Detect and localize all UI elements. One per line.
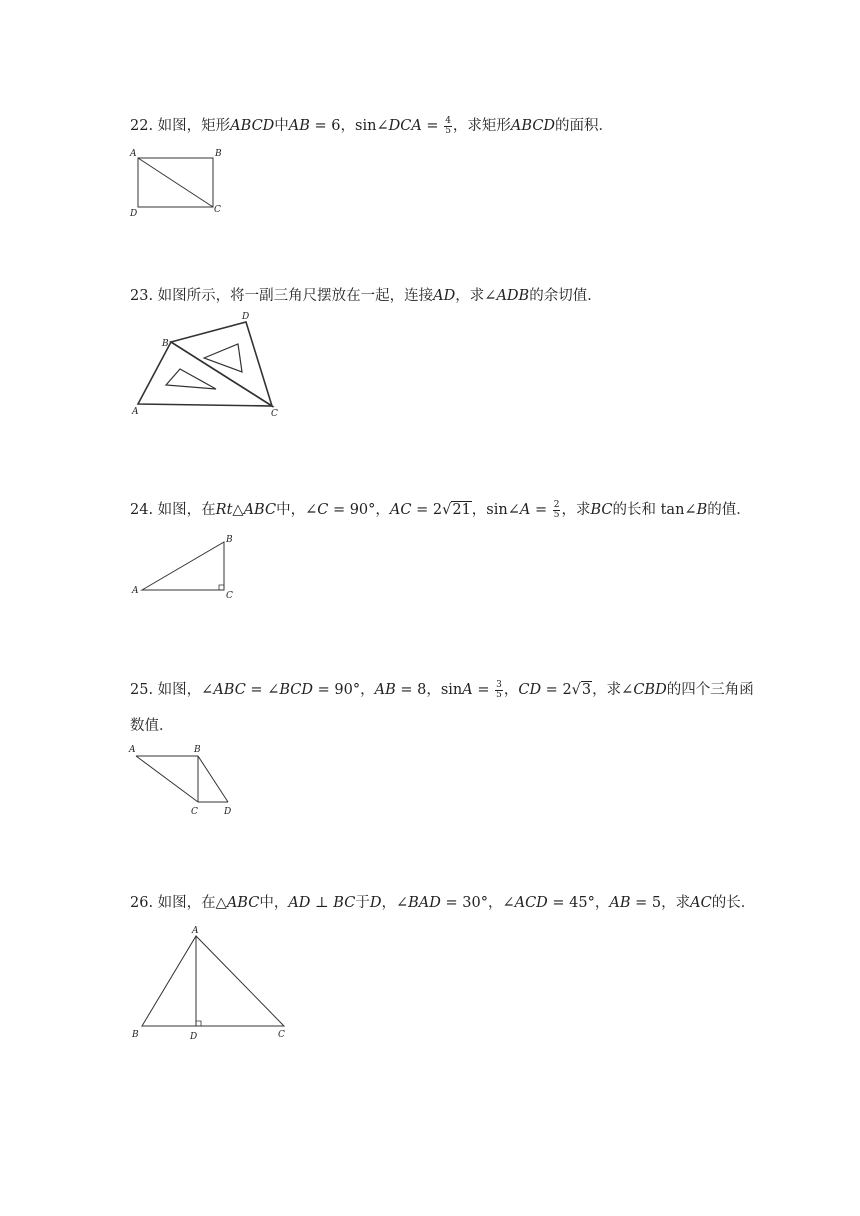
label-b: B [215,149,222,159]
label-b: B [132,1030,139,1040]
right-triangle-figure [128,530,248,604]
label-c: C [226,591,233,601]
label-a: A [192,926,199,936]
problem-number: 22. [130,118,154,134]
problem-number: 26. [130,895,154,911]
label-d: D [224,807,232,817]
fraction: $\frac{2}{5}$ [553,499,560,520]
label-d: D [242,312,250,322]
label-b: B [194,745,201,755]
label-c: C [271,409,278,419]
triangle-altitude-figure [128,924,298,1046]
problem-25-text: 25. 如图，∠ABC = ∠BCD = 90°，AB = 8，sinA = $\frac{3}{5}$ ，CD = 2√3，求∠CBD的四个三角函 [130,679,754,700]
rectangle-figure [128,148,228,220]
fraction: $\frac{3}{5}$ [496,679,502,700]
label-a: A [132,407,139,417]
problem-26-text: 26. 如图，在△ABC中，AD ⊥ BC于D，∠BAD = 30°，∠ACD = 45°，AB = 5，求AC的长． [130,895,756,911]
label-c: C [214,205,221,215]
label-b: B [162,339,169,349]
label-b: B [226,535,233,545]
problem-number: 23. [130,288,154,304]
label-a: A [129,745,136,755]
problem-22-text: 22. 如图，矩形ABCD中AB = 6，sin∠DCA = $\frac{4}{5}$ ，求矩形ABCD的面积． [130,115,614,136]
problem-24-text: 24. 如图，在Rt△ABC中，∠C = 90°，AC = 2√21，sin∠A = $\frac{2}{5}$ ，求BC的长和 tan∠B的值． [130,499,751,520]
label-a: A [130,149,137,159]
problem-25-text-line2: 数值． [130,718,174,734]
label-c: C [278,1030,285,1040]
label-a: A [132,586,139,596]
label-d: D [130,209,138,219]
quadrilateral-figure [128,742,248,820]
label-c: C [191,807,198,817]
fraction: $\frac{4}{5}$ [445,115,451,136]
set-squares-figure [128,308,288,420]
problem-23-text: 23. 如图所示，将一副三角尺摆放在一起，连接AD，求∠ADB的余切值． [130,288,602,304]
problem-number: 24. [130,502,154,518]
problem-number: 25. [130,682,154,698]
label-d: D [190,1032,198,1042]
